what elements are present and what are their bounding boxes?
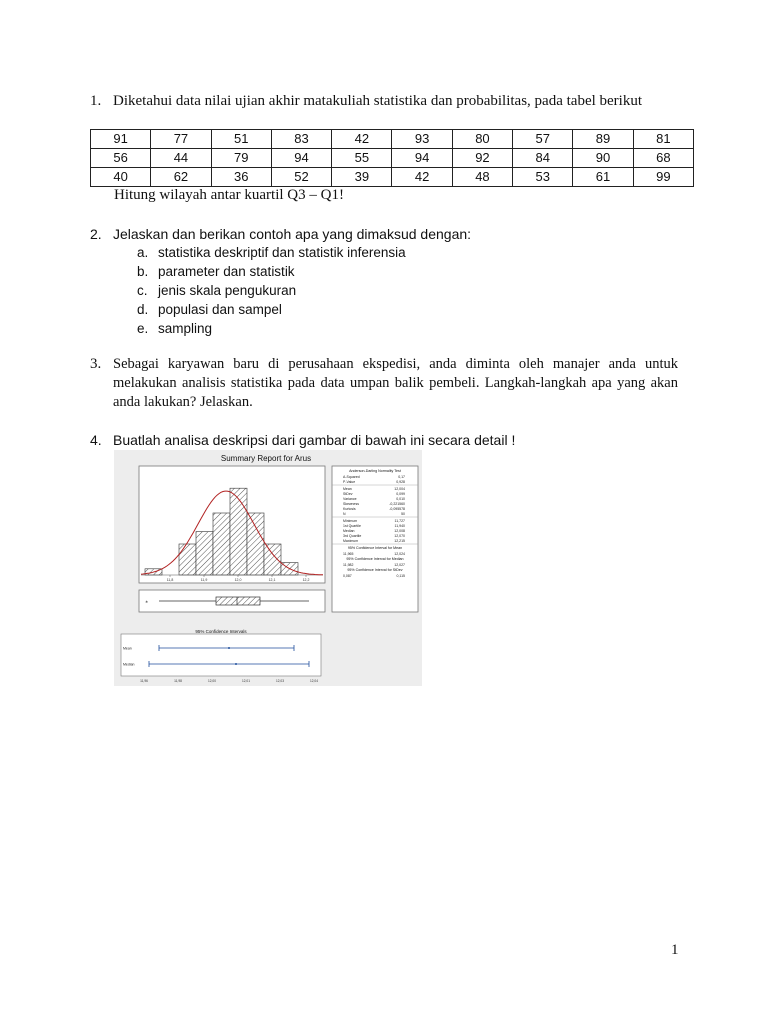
stats-label: StDev (343, 492, 353, 496)
stats-value: 12,027 (394, 563, 405, 567)
stats-section-title: 95% Confidence Interval for Mean (347, 546, 403, 550)
stats-value: 50 (401, 512, 405, 516)
table-cell: 62 (151, 168, 211, 187)
ci-row-label: Mean (123, 646, 132, 651)
histogram-bar (264, 544, 281, 575)
ci-row-label: Median (123, 662, 135, 667)
table-cell: 93 (392, 130, 452, 149)
question-2-text: Jelaskan dan berikan contoh apa yang dimaksud dengan: (113, 226, 472, 242)
table-cell: 91 (91, 130, 151, 149)
table-cell: 36 (211, 168, 271, 187)
stats-label: N (343, 512, 346, 516)
ci-tick-label: 11,96 (140, 679, 148, 683)
histogram-bar (196, 532, 213, 575)
figure-title: Summary Report for Arus (220, 454, 312, 463)
table-cell: 57 (513, 130, 573, 149)
table-cell: 40 (91, 168, 151, 187)
stats-label: 11,965 (343, 552, 354, 556)
histogram-tick-label: 12,0 (234, 578, 242, 582)
ci-tick-label: 12,04 (310, 679, 318, 683)
histogram-tick-label: 11,9 (200, 578, 208, 582)
table-cell: 94 (392, 149, 452, 168)
histogram-tick-label: 11,8 (166, 578, 174, 582)
list-item-letter: d. (137, 302, 149, 317)
table-cell: 84 (513, 149, 573, 168)
question-3-line-3: anda lakukan? Jelaskan. (113, 394, 253, 410)
page-number: 1 (671, 942, 679, 958)
table-cell: 39 (332, 168, 392, 187)
question-3-line-1: Sebagai karyawan baru di perusahaan ekspedisi, anda diminta oleh manajer anda untuk (113, 356, 678, 372)
stats-label: A-Squared (343, 475, 360, 479)
table-cell: 53 (513, 168, 573, 187)
table-cell: 44 (151, 149, 211, 168)
stats-label: P-Value (343, 480, 356, 484)
ci-tick-label: 12,01 (242, 679, 250, 683)
ci-panel (121, 634, 321, 676)
stats-value: 11,940 (394, 524, 405, 528)
table-cell: 89 (573, 130, 633, 149)
boxplot-box (216, 597, 260, 605)
histogram-tick-label: 12,2 (302, 578, 310, 582)
table-cell: 79 (211, 149, 271, 168)
table-cell: 94 (271, 149, 331, 168)
stats-section-title: 95% Confidence Interval for Median (346, 557, 404, 561)
stats-value: 12,004 (394, 487, 405, 491)
stats-value: 0,928 (396, 480, 405, 484)
histogram-bar (247, 513, 264, 575)
stats-value: 0,17 (398, 475, 405, 479)
table-row (91, 168, 694, 187)
stats-value: 0,115 (396, 574, 405, 578)
table-cell: 77 (151, 130, 211, 149)
table-cell: 61 (573, 168, 633, 187)
table-cell: 68 (633, 149, 693, 168)
stats-value: 12,070 (394, 534, 405, 538)
question-1-text: Diketahui data nilai ujian akhir matakuliah statistika dan probabilitas, pada tabel berikut (113, 93, 643, 109)
table-cell: 99 (633, 168, 693, 187)
list-item-letter: c. (137, 283, 148, 298)
stats-label: 0,087 (343, 574, 352, 578)
list-item-label: jenis skala pengukuran (158, 283, 297, 298)
table-row (91, 149, 694, 168)
stats-value: 12,215 (394, 539, 405, 543)
histogram-bar (213, 513, 230, 575)
list-item-label: sampling (158, 321, 213, 336)
stats-label: Variance (343, 497, 357, 501)
stats-section-title: 95% Confidence Interval for StDev (347, 568, 403, 572)
stats-label: 11,982 (343, 563, 354, 567)
stats-label: Median (343, 529, 355, 533)
table-cell: 90 (573, 149, 633, 168)
list-item-letter: a. (137, 245, 149, 260)
table-cell: 81 (633, 130, 693, 149)
table-cell: 42 (392, 168, 452, 187)
stats-value: 12,024 (394, 552, 405, 556)
table-cell: 83 (271, 130, 331, 149)
histogram-tick-label: 12,1 (268, 578, 276, 582)
stats-label: Maximum (343, 539, 359, 543)
stats-label: 3rd Quartile (343, 534, 362, 538)
question-3-line-2: melakukan analisis statistika pada data umpan balik pembeli. Langkah-langkah apa yang akan (113, 375, 678, 391)
table-cell: 80 (452, 130, 512, 149)
stats-value: 12,008 (394, 529, 405, 533)
stats-value: 11,727 (394, 519, 405, 523)
question-4-number: 4. (90, 432, 102, 448)
stats-value: -0,221560 (389, 502, 405, 506)
stats-value: -0,095578 (389, 507, 405, 511)
score-table (90, 129, 694, 187)
question-1-number: 1. (90, 93, 102, 109)
stats-label: Mean (343, 487, 352, 491)
table-cell: 52 (271, 168, 331, 187)
table-cell: 42 (332, 130, 392, 149)
stats-section-title: Anderson-Darling Normality Test (349, 469, 401, 473)
stats-label: Kurtosis (343, 507, 356, 511)
question-1-followup: Hitung wilayah antar kuartil Q3 – Q1! (114, 187, 344, 203)
stats-value: 0,010 (396, 497, 405, 501)
table-row (91, 130, 694, 149)
list-item-label: statistika deskriptif dan statistik inferensia (158, 245, 406, 260)
stats-value: 0,099 (396, 492, 405, 496)
stats-label: Skewness (343, 502, 359, 506)
question-4-text: Buatlah analisa deskripsi dari gambar di bawah ini secara detail ! (113, 432, 516, 448)
question-3-number: 3. (90, 356, 102, 372)
summary-report-figure (114, 450, 422, 686)
ci-point (235, 663, 237, 665)
table-cell: 55 (332, 149, 392, 168)
summary-report-svg (114, 450, 422, 686)
ci-tick-label: 11,98 (174, 679, 182, 683)
list-item-letter: b. (137, 264, 149, 279)
ci-chart-title: 95% Confidence Intervals (195, 629, 247, 634)
table-cell: 51 (211, 130, 271, 149)
ci-tick-label: 12,03 (276, 679, 284, 683)
table-cell: 56 (91, 149, 151, 168)
histogram-bar (230, 488, 247, 575)
list-item-letter: e. (137, 321, 149, 336)
table-cell: 48 (452, 168, 512, 187)
list-item-label: populasi dan sampel (158, 302, 282, 317)
histogram-bar (179, 544, 196, 575)
boxplot-outlier: ∗ (145, 599, 149, 604)
stats-label: Minimum (343, 519, 358, 523)
ci-tick-label: 12,00 (208, 679, 216, 683)
table-cell: 92 (452, 149, 512, 168)
ci-point (228, 647, 230, 649)
list-item-label: parameter dan statistik (158, 264, 295, 279)
stats-label: 1st Quartile (343, 524, 361, 528)
question-2-number: 2. (90, 226, 102, 242)
